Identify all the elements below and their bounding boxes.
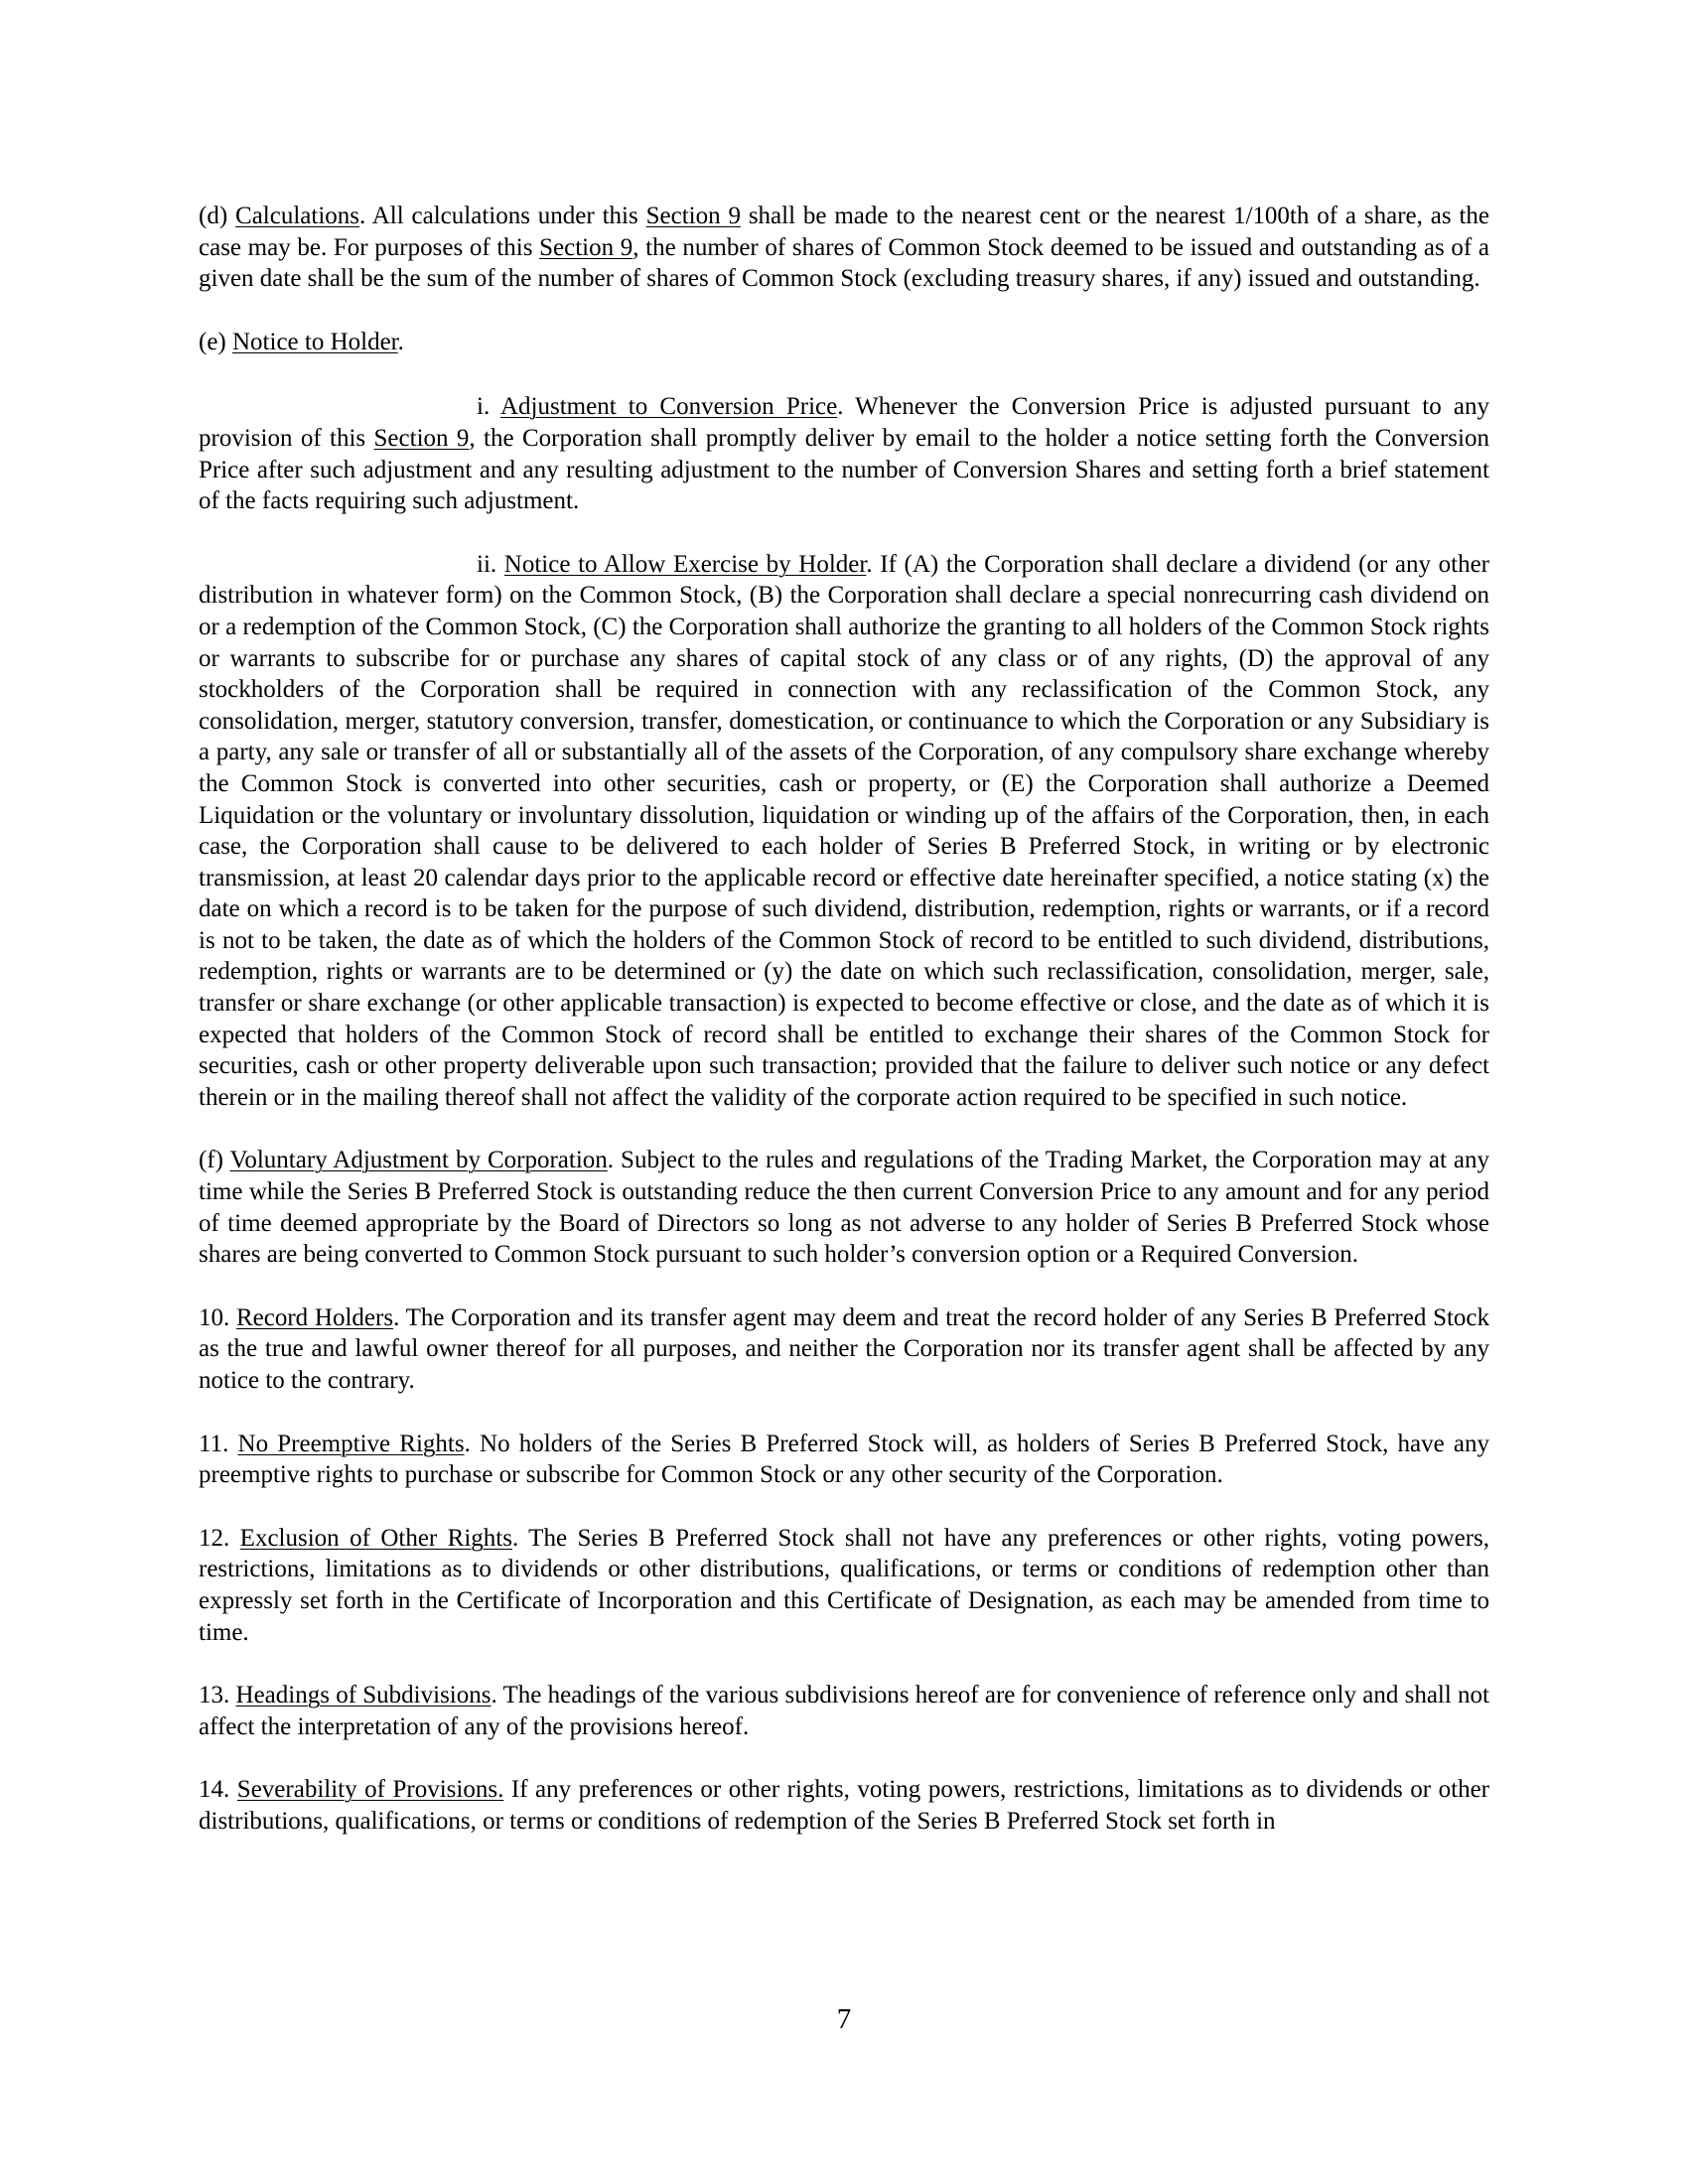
heading-headings-of-subdivisions: Headings of Subdivisions [235, 1682, 492, 1709]
section-d-calculations: (d) Calculations. All calculations under this Section 9 shall be made to the nearest cent or the nearest 1/100th of a share, as the case may be. For purposes of this Section 9, the number of shares of Common Stock deemed to be issued and outstanding as of a given date shall be the sum of the number of shares of Common Stock (excluding treasury shares, if any) issued and outstanding. [199, 203, 1489, 293]
heading-exclusion-of-other-rights: Exclusion of Other Rights [239, 1524, 512, 1552]
section-11-no-preemptive-rights: 11. No Preemptive Rights. No holders of the Series B Preferred Stock will, as holders of Series B Preferred Stock, have any preemptive rights to purchase or subscribe for Common Stock or any other security of the Corporation. [199, 1430, 1489, 1489]
heading-calculations: Calculations [235, 203, 359, 229]
heading-adjustment-to-conversion-price: Adjustment to Conversion Price [499, 393, 838, 421]
heading-voluntary-adjustment: Voluntary Adjustment by Corporation [229, 1147, 608, 1174]
section-12-exclusion-of-other-rights: 12. Exclusion of Other Rights. The Series B Preferred Stock shall not have any preferences or other rights, voting powers, restrictions, limitations as to dividends or other distributions, qualifications, or terms or conditions of redemption other than expressly set forth in the Certificate of Incorporation and this Certificate of Designation, as each may be amended from time to time. [199, 1524, 1490, 1646]
section-13-headings-of-subdivisions: 13. Headings of Subdivisions. The headings of the various subdivisions hereof are for convenience of reference only and shall not affect the interpretation of any of the provisions hereof. [199, 1682, 1490, 1740]
section-e-ii-notice-to-allow-exercise: ii. Notice to Allow Exercise by Holder. If (A) the Corporation shall declare a dividend (or any other distribution in whatever form) on the Common Stock, (B) the Corporation shall declare a special nonrecurring cash dividend on or a redemption of the Common Stock, (C) the Corporation shall authorize the granting to all holders of the Common Stock rights or warrants to subscribe for or purchase any shares of capital stock of any class or of any rights, (D) the approval of any stockholders of the Corporation shall be required in connection with any reclassification of the Common Stock, any consolidation, merger, statutory conversion, transfer, domestication, or continuance to which the Corporation or any Subsidiary is a party, any sale or transfer of all or substantially all of the assets of the Corporation, of any compulsory share exchange whereby the Common Stock is converted into other securities, cash or property, or (E) the Corporation shall authorize a Deemed Liquidation or the voluntary or involuntary dissolution, liquidation or winding up of the affairs of the Corporation, then, in each case, the Corporation shall cause to be delivered to each holder of Series B Preferred Stock, in writing or by electronic transmission, at least 20 calendar days prior to the applicable record or effective date hereinafter specified, a notice stating (x) the date on which a record is to be taken for the purpose of such dividend, distribution, redemption, rights or warrants, or if a record is not to be taken, the date as of which the holders of the Common Stock of record to be entitled to such dividend, distributions, redemption, rights or warrants are to be determined or (y) the date on which such reclassification, consolidation, merger, sale, transfer or share exchange (or other applicable transaction) is expected to become effective or close, and the date as of which it is expected that holders of the Common Stock of record shall be entitled to exchange their shares of the Common Stock for securities, cash or other property deliverable upon such transaction; provided that the failure to deliver such notice or any defect therein or in the mailing thereof shall not affect the validity of the corporate action required to be specified in such notice. [199, 550, 1489, 1111]
section-9-reference: Section 9 [373, 424, 470, 452]
section-14-severability: 14. Severability of Provisions. If any preferences or other rights, voting powers, restrictions, limitations as to dividends or other distributions, qualifications, or terms or conditions of redemption of the Series B Preferred Stock set forth in [199, 1776, 1489, 1835]
section-10-record-holders: 10. Record Holders. The Corporation and its transfer agent may deem and treat the record holder of any Series B Preferred Stock as the true and lawful owner thereof for all purposes, and neither the Corporation nor its transfer agent shall be affected by any notice to the contrary. [199, 1303, 1490, 1394]
heading-notice-to-allow-exercise: Notice to Allow Exercise by Holder [503, 550, 867, 578]
heading-severability-of-provisions: Severability of Provisions. [236, 1776, 504, 1804]
page-number: 7 [836, 2003, 852, 2035]
section-f-voluntary-adjustment: (f) Voluntary Adjustment by Corporation. Subject to the rules and regulations of the Trading Market, the Corporation may at any time while the Series B Preferred Stock is outstanding reduce the then current Conversion Price to any amount and for any period of time deemed appropriate by the Board of Directors so long as not adverse to any holder of Series B Preferred Stock whose shares are being converted to Common Stock pursuant to such holder’s conversion option or a Required Conversion. [199, 1147, 1490, 1269]
heading-no-preemptive-rights: No Preemptive Rights [237, 1430, 465, 1457]
section-e-notice-to-holder: (e) Notice to Holder. [199, 328, 404, 355]
section-9-reference: Section 9 [539, 233, 633, 261]
section-e-i-adjustment: i. Adjustment to Conversion Price. Whenever the Conversion Price is adjusted pursuant to any provision of this Section 9, the Corporation shall promptly deliver by email to the holder a notice setting forth the Conversion Price after such adjustment and any resulting adjustment to the number of Conversion Shares and setting forth a brief statement of the facts requiring such adjustment. [199, 393, 1489, 515]
section-9-reference: Section 9 [645, 203, 741, 229]
heading-notice-to-holder: Notice to Holder [232, 328, 398, 355]
heading-record-holders: Record Holders [235, 1303, 394, 1331]
